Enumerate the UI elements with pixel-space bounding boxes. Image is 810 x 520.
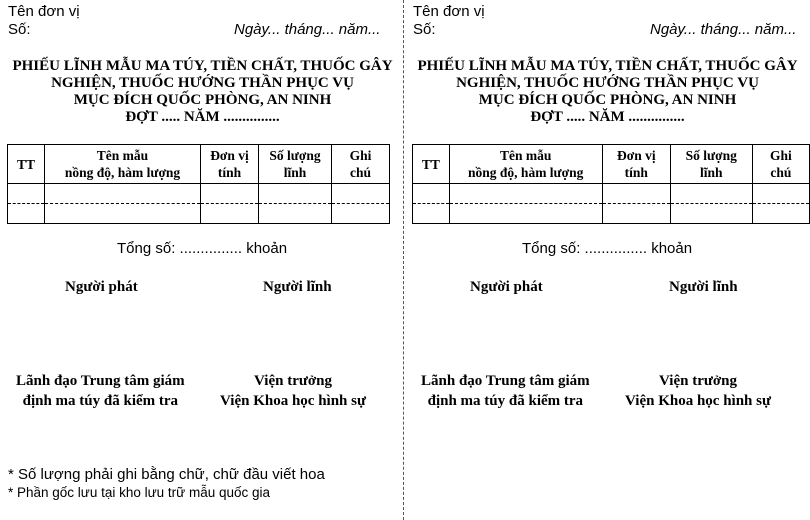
document-number-label: Số:	[8, 21, 31, 38]
header-note: Ghi chú	[752, 145, 809, 184]
header-sample-name: Tên mẫu nồng độ, hàm lượng	[45, 145, 201, 184]
note-quantity-in-words: * Số lượng phải ghi bằng chữ, chữ đầu viết hoa	[8, 466, 325, 483]
header-unit: Đơn vị tính	[201, 145, 259, 184]
issuer-signature-label: Người phát	[65, 279, 138, 295]
table-row	[413, 204, 810, 224]
unit-name-label: Tên đơn vị	[8, 3, 80, 20]
header-tt: TT	[8, 145, 45, 184]
header-unit: Đơn vị tính	[602, 145, 670, 184]
center-leader-signature: Lãnh đạo Trung tâm giám định ma túy đã kiểm tra	[421, 373, 590, 409]
total-count: Tổng số: ............... khoản	[117, 240, 288, 257]
title-line-1: PHIẾU LĨNH MẪU MA TÚY, TIỀN CHẤT, THUỐC GÂY	[12, 58, 393, 74]
cut-line	[403, 0, 404, 520]
header-quantity: Số lượng lĩnh	[670, 145, 752, 184]
receiver-signature-label: Người lĩnh	[263, 279, 332, 295]
form-right	[405, 0, 810, 520]
table-header-row	[8, 145, 390, 184]
director-signature: Viện trưởng Viện Khoa học hình sự	[220, 373, 366, 409]
sample-table	[7, 144, 390, 224]
form-title	[405, 58, 810, 126]
issuer-signature-label: Người phát	[470, 279, 543, 295]
total-count: Tổng số: ............... khoản	[522, 240, 693, 257]
note-archive: * Phần gốc lưu tại kho lưu trữ mẫu quốc gia	[8, 485, 271, 500]
sample-table	[412, 144, 810, 224]
center-leader-signature: Lãnh đạo Trung tâm giám định ma túy đã kiểm tra	[16, 373, 185, 409]
table-header-row	[413, 145, 810, 184]
table-row	[8, 184, 390, 204]
document-number-label: Số:	[413, 21, 436, 38]
date-line: Ngày... tháng... năm...	[234, 21, 381, 38]
title-line-2: NGHIỆN, THUỐC HƯỚNG THẦN PHỤC VỤ	[51, 75, 354, 91]
header-note: Ghi chú	[332, 145, 390, 184]
unit-name-label: Tên đơn vị	[413, 3, 485, 20]
title-line-2: NGHIỆN, THUỐC HƯỚNG THẦN PHỤC VỤ	[456, 75, 759, 91]
title-line-1: PHIẾU LĨNH MẪU MA TÚY, TIỀN CHẤT, THUỐC GÂY	[417, 58, 798, 74]
date-line: Ngày... tháng... năm...	[650, 21, 797, 38]
title-line-3: MỤC ĐÍCH QUỐC PHÒNG, AN NINH	[478, 92, 737, 108]
title-line-4: ĐỢT ..... NĂM ...............	[530, 109, 685, 125]
title-line-3: MỤC ĐÍCH QUỐC PHÒNG, AN NINH	[73, 92, 332, 108]
title-line-4: ĐỢT ..... NĂM ...............	[125, 109, 280, 125]
header-tt: TT	[413, 145, 450, 184]
table-row	[8, 204, 390, 224]
form-title	[0, 58, 405, 126]
header-sample-name: Tên mẫu nồng độ, hàm lượng	[449, 145, 602, 184]
director-signature: Viện trưởng Viện Khoa học hình sự	[625, 373, 771, 409]
receiver-signature-label: Người lĩnh	[669, 279, 738, 295]
table-row	[413, 184, 810, 204]
header-quantity: Số lượng lĩnh	[259, 145, 332, 184]
